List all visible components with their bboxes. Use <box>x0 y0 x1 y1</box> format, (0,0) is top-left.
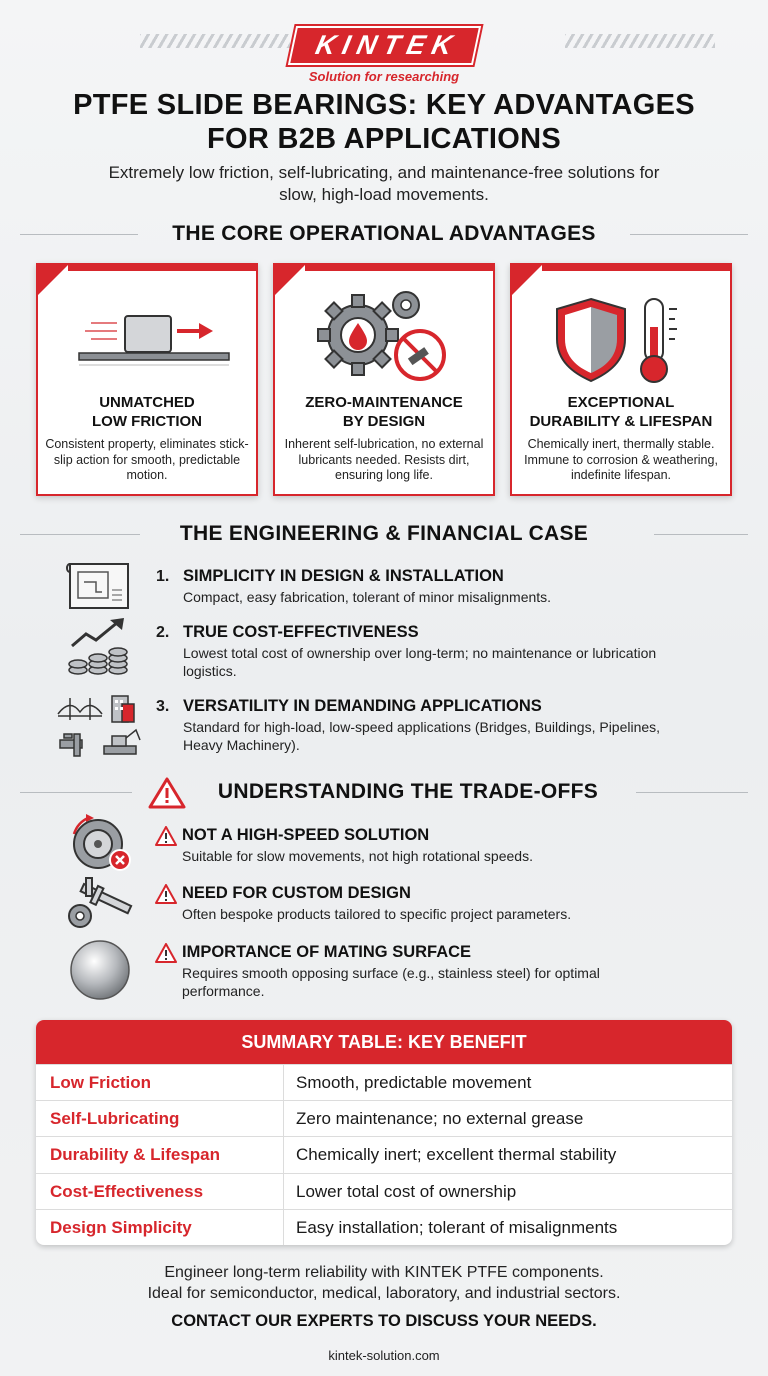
summary-heading: SUMMARY TABLE: KEY BENEFIT <box>36 1020 732 1064</box>
card-title: EXCEPTIONAL DURABILITY & LIFESPAN <box>529 394 713 430</box>
row-key: Cost-Effectiveness <box>50 1181 204 1201</box>
tradeoff-text: Often bespoke products tailored to specific project parameters. <box>182 906 572 922</box>
card-text: Consistent property, eliminates stick-slip action for smooth, predictable motion. <box>45 437 249 482</box>
row-value: Easy installation; tolerant of misalignments <box>296 1217 618 1237</box>
website-link[interactable]: kintek-solution.com <box>328 1348 440 1363</box>
item-text: Lowest total cost of ownership over long-term; no maintenance or lubrication logistics. <box>183 645 657 679</box>
coins-growth-icon <box>66 618 132 680</box>
item-title: SIMPLICITY IN DESIGN & INSTALLATION <box>183 567 504 585</box>
table-row <box>36 1064 732 1100</box>
card-text: Chemically inert, thermally stable. Immune to corrosion & weathering, indefinite lifespan. <box>524 437 718 482</box>
tradeoff-title: IMPORTANCE OF MATING SURFACE <box>182 943 472 961</box>
tradeoff-title: NOT A HIGH-SPEED SOLUTION <box>182 826 430 844</box>
item-text: Standard for high-load, low-speed applications (Bridges, Buildings, Pipelines, Heavy Machinery). <box>183 719 661 753</box>
item-number: 1. <box>156 568 170 585</box>
tradeoff-text: Suitable for slow movements, not high rotational speeds. <box>182 848 533 864</box>
tradeoffs-heading: UNDERSTANDING THE TRADE-OFFS <box>0 780 768 804</box>
row-value: Zero maintenance; no external grease <box>296 1109 584 1129</box>
card-zero-maintenance <box>273 263 495 496</box>
warning-icon <box>148 777 186 809</box>
card-title: UNMATCHED LOW FRICTION <box>92 394 202 430</box>
table-row <box>36 1209 732 1245</box>
wheel-no-icon <box>66 812 138 874</box>
title-line-2: FOR B2B APPLICATIONS <box>206 123 561 155</box>
shield-thermometer-icon <box>533 287 713 387</box>
row-value: Chemically inert; excellent thermal stability <box>296 1145 617 1165</box>
row-key: Low Friction <box>50 1073 152 1092</box>
brand-header <box>0 26 768 84</box>
table-row <box>36 1173 732 1209</box>
title-line-1: PTFE SLIDE BEARINGS: KEY ADVANTAGES <box>73 89 695 121</box>
card-text: Inherent self-lubrication, no external lubricants needed. Resists dirt, ensuring long life. <box>284 437 484 482</box>
core-heading: THE CORE OPERATIONAL ADVANTAGES <box>0 222 768 246</box>
row-key: Design Simplicity <box>50 1217 192 1237</box>
warning-icon <box>155 826 177 846</box>
blueprint-icon <box>66 560 132 612</box>
card-durability <box>510 263 732 496</box>
page-title <box>0 88 768 156</box>
engineering-heading: THE ENGINEERING & FINANCIAL CASE <box>0 522 768 546</box>
row-value: Smooth, predictable movement <box>296 1073 532 1092</box>
warning-icon <box>155 884 177 904</box>
row-key: Self-Lubricating <box>50 1109 180 1129</box>
item-title: VERSATILITY IN DEMANDING APPLICATIONS <box>183 697 542 715</box>
row-value: Lower total cost of ownership <box>296 1181 517 1201</box>
steel-disc-icon <box>68 938 132 1002</box>
gears-no-grease-icon <box>296 287 476 387</box>
item-number: 2. <box>156 624 170 641</box>
warning-icon <box>155 943 177 963</box>
table-row <box>36 1136 732 1172</box>
tradeoff-text: Requires smooth opposing surface (e.g., stainless steel) for optimal performance. <box>182 965 600 999</box>
item-number: 3. <box>156 698 170 715</box>
row-key: Durability & Lifespan <box>50 1145 221 1165</box>
footer-text: Engineer long-term reliability with KINTEK PTFE components. Ideal for semiconductor, medical, laboratory, and industrial sectors. <box>147 1264 621 1302</box>
card-low-friction <box>36 263 258 496</box>
caliper-gear-icon <box>64 876 140 932</box>
contact-cta[interactable]: CONTACT OUR EXPERTS TO DISCUSS YOUR NEEDS. <box>171 1312 597 1330</box>
kintek-logo: KINTEK <box>288 26 481 65</box>
sliding-block-icon <box>59 287 239 377</box>
brand-tagline: Solution for researching <box>308 69 460 84</box>
item-text: Compact, easy fabrication, tolerant of minor misalignments. <box>183 589 552 605</box>
table-row <box>36 1100 732 1136</box>
item-title: TRUE COST-EFFECTIVENESS <box>183 623 419 641</box>
summary-table <box>36 1020 732 1245</box>
applications-icon <box>56 690 142 760</box>
card-title: ZERO-MAINTENANCE BY DESIGN <box>305 394 463 430</box>
tradeoff-title: NEED FOR CUSTOM DESIGN <box>182 884 411 902</box>
page-subtitle: Extremely low friction, self-lubricating, and maintenance-free solutions for slow, high-load movements. <box>108 163 660 204</box>
